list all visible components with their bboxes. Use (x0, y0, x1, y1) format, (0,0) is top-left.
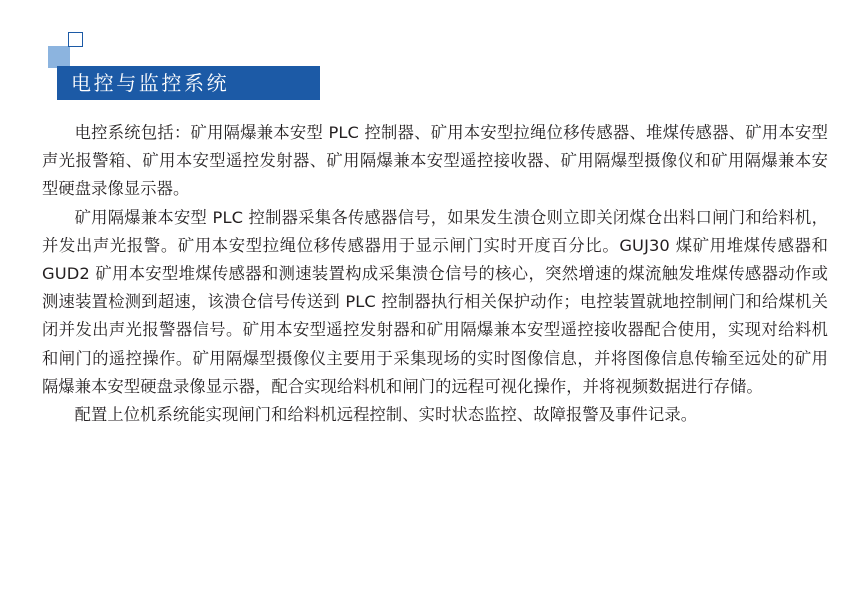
paragraph-components: 电控系统包括：矿用隔爆兼本安型 PLC 控制器、矿用本安型拉绳位移传感器、堆煤传感器、矿用本安型声光报警箱、矿用本安型遥控发射器、矿用隔爆兼本安型遥控接收器、矿用隔爆型摄像仪和矿用隔爆兼本安型硬盘录像显示器。 (42, 123, 828, 199)
paragraph-operation: 矿用隔爆兼本安型 PLC 控制器采集各传感器信号，如果发生溃仓则立即关闭煤仓出料口闸门和给料机，并发出声光报警。矿用本安型拉绳位移传感器用于显示闸门实时开度百分比。GUJ30 煤矿用堆煤传感器和 GUD2 矿用本安型堆煤传感器和测速装置构成采集溃仓信号的核心，突然增速的煤流触发堆煤传感器动作或测速装置检测到超速，该溃仓信号传送到 PLC 控制器执行相关保护动作；电控装置就地控制闸门和给煤机关闭并发出声光报警器信号。矿用本安型遥控发射器和矿用隔爆兼本安型遥控接收器配合使用，实现对给料机和闸门的遥控操作。矿用隔爆型摄像仪主要用于采集现场的实时图像信息，并将图像信息传输至远处的矿用隔爆兼本安型硬盘录像显示器，配合实现给料机和闸门的远程可视化操作，并将视频数据进行存储。 (42, 207, 828, 396)
section-title: 电控与监控系统 (71, 71, 230, 95)
section-heading (48, 32, 320, 100)
heading-accent-square (48, 46, 70, 68)
heading-bar (57, 66, 320, 100)
body-text (42, 119, 828, 429)
heading-outline-square (68, 32, 83, 47)
paragraph-upper-computer: 配置上位机系统能实现闸门和给料机远程控制、实时状态监控、故障报警及事件记录。 (74, 405, 698, 425)
